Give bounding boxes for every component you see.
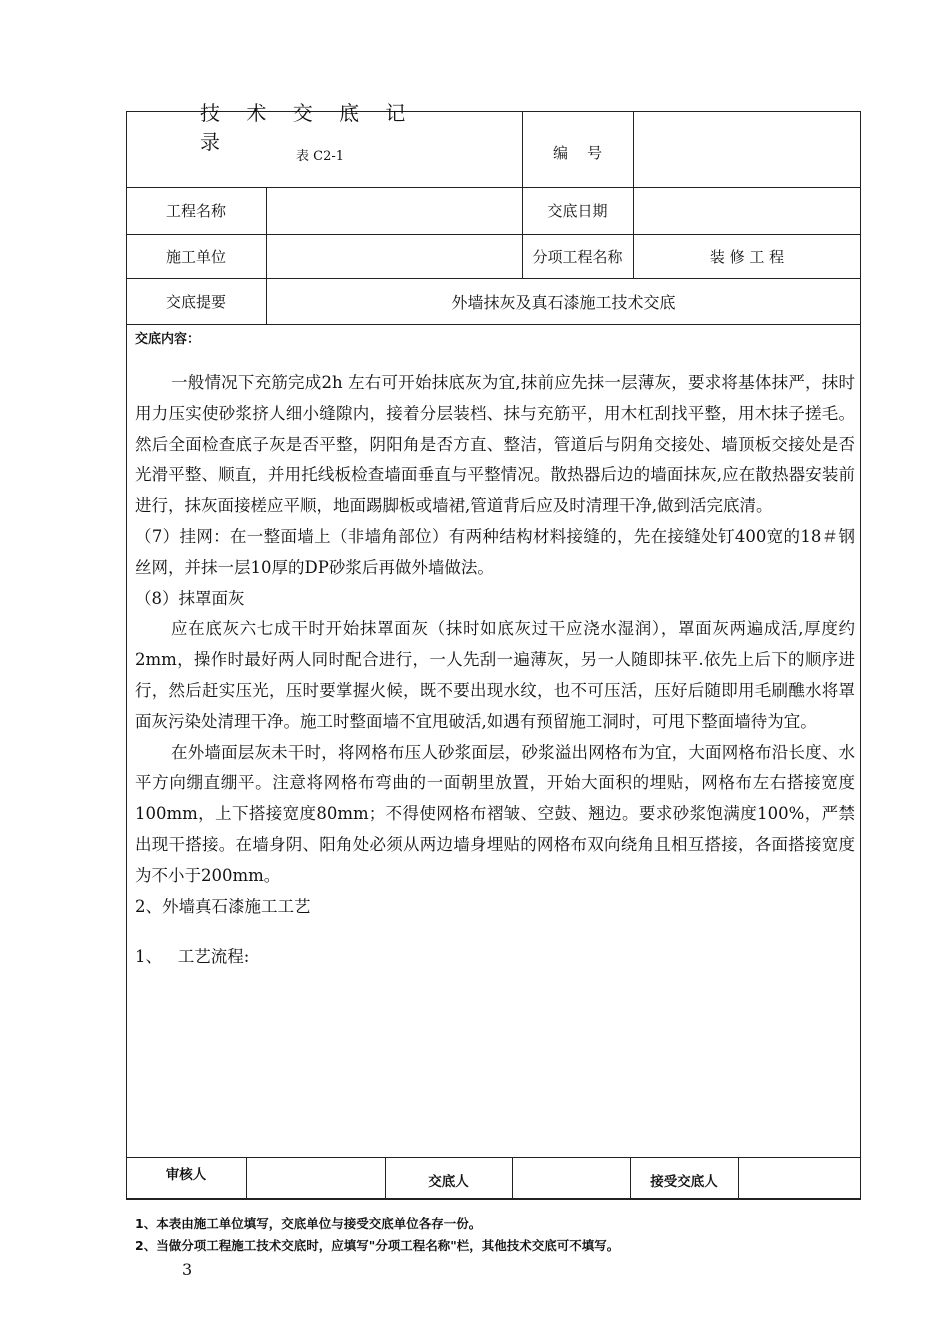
form-number: 表 C2-1 bbox=[295, 148, 344, 164]
paragraph: 2、外墙真石漆施工工艺 bbox=[135, 896, 311, 916]
discloser-field[interactable] bbox=[512, 1157, 630, 1199]
receiver-label: 接受交底人 bbox=[650, 1173, 718, 1190]
reviewer-label: 审核人 bbox=[165, 1167, 207, 1183]
paragraph: 1、 工艺流程: bbox=[135, 947, 250, 967]
note-2: 2、当做分项工程施工技术交底时，应填写"分项工程名称"栏，其他技术交底可不填写。 bbox=[135, 1238, 620, 1253]
subproject-label: 分项工程名称 bbox=[532, 247, 623, 266]
disclosure-content bbox=[135, 330, 855, 973]
content-heading: 交底内容： bbox=[135, 332, 201, 347]
paragraph: 一般情况下充筋完成2h 左右可开始抹底灰为宜,抹前应先抹一层薄灰，要求将基体抹严，抹时用力压实使砂浆挤人细小缝隙内，接着分层装档、抹与充筋平，用木杠刮找平整，用木抹子搓毛。然后全面检查底子灰是否平整，阴阳角是否方直、整洁，管道后与阴角交接处、墙顶板交接处是否光滑平整、顺直，并用托线板检查墙面垂直与平整情况。散热器后边的墙面抹灰,应在散热器安装前进行，抹灰面接槎应平顺，地面踢脚板或墙裙,管道背后应及时清理干净,做到活完底清。 bbox=[135, 373, 855, 516]
summary-label: 交底提要 bbox=[165, 292, 226, 311]
reviewer-field[interactable] bbox=[246, 1157, 385, 1199]
page-number: 3 bbox=[182, 1260, 193, 1279]
subproject-field[interactable]: 装 修 工 程 bbox=[709, 247, 785, 266]
project-name-label: 工程名称 bbox=[165, 202, 226, 220]
discloser-label: 交底人 bbox=[428, 1173, 469, 1190]
receiver-field[interactable] bbox=[738, 1157, 861, 1199]
paragraph: （8）抹罩面灰 bbox=[135, 588, 245, 608]
row-divider bbox=[126, 324, 861, 325]
unit-label: 施工单位 bbox=[165, 247, 226, 266]
unit-field[interactable] bbox=[266, 234, 522, 278]
date-field[interactable] bbox=[633, 187, 861, 234]
row-divider bbox=[126, 1199, 861, 1200]
paragraph: 应在底灰六七成干时开始抹罩面灰（抹时如底灰过干应浇水湿润），罩面灰两遍成活,厚度约2mm，操作时最好两人同时配合进行，一人先刮一遍薄灰，另一人随即抹平.依先上后下的顺序进行，然后赶实压光，压时要掌握火候，既不要出现水纹，也不可压活，压好后随即用毛刷醮水将罩面灰污染处清理干净。施工时整面墙不宜甩破活,如遇有预留施工洞时，可甩下整面墙待为宜。 bbox=[135, 619, 855, 731]
paragraph: 在外墙面层灰未干时，将网格布压人砂浆面层，砂浆溢出网格布为宜，大面网格布沿长度、水平方向绷直绷平。注意将网格布弯曲的一面朝里放置，开始大面积的埋贴，网格布左右搭接宽度100mm，上下搭接宽度80mm；不得使网格布褶皱、空鼓、翘边。要求砂浆饱满度100%，严禁出现干搭接。在墙身阴、阳角处必须从两边墙身埋贴的网格布双向绕角且相互搭接，各面搭接宽度为不小于200mm。 bbox=[135, 742, 855, 885]
document-title: 技 术 交 底 记 录 bbox=[200, 101, 416, 154]
project-name-field[interactable] bbox=[266, 187, 522, 234]
paragraph: （7）挂网：在一整面墙上（非墙角部位）有两种结构材料接缝的，先在接缝处钉400宽的18＃钢丝网，并抹一层10厚的DP砂浆后再做外墙做法。 bbox=[135, 526, 855, 577]
number-label: 编 号 bbox=[552, 143, 603, 162]
number-value[interactable] bbox=[633, 112, 861, 187]
summary-field[interactable]: 外墙抹灰及真石漆施工技术交底 bbox=[451, 292, 676, 312]
note-1: 1、本表由施工单位填写，交底单位与接受交底单位各存一份。 bbox=[135, 1216, 482, 1231]
date-label: 交底日期 bbox=[547, 202, 608, 220]
